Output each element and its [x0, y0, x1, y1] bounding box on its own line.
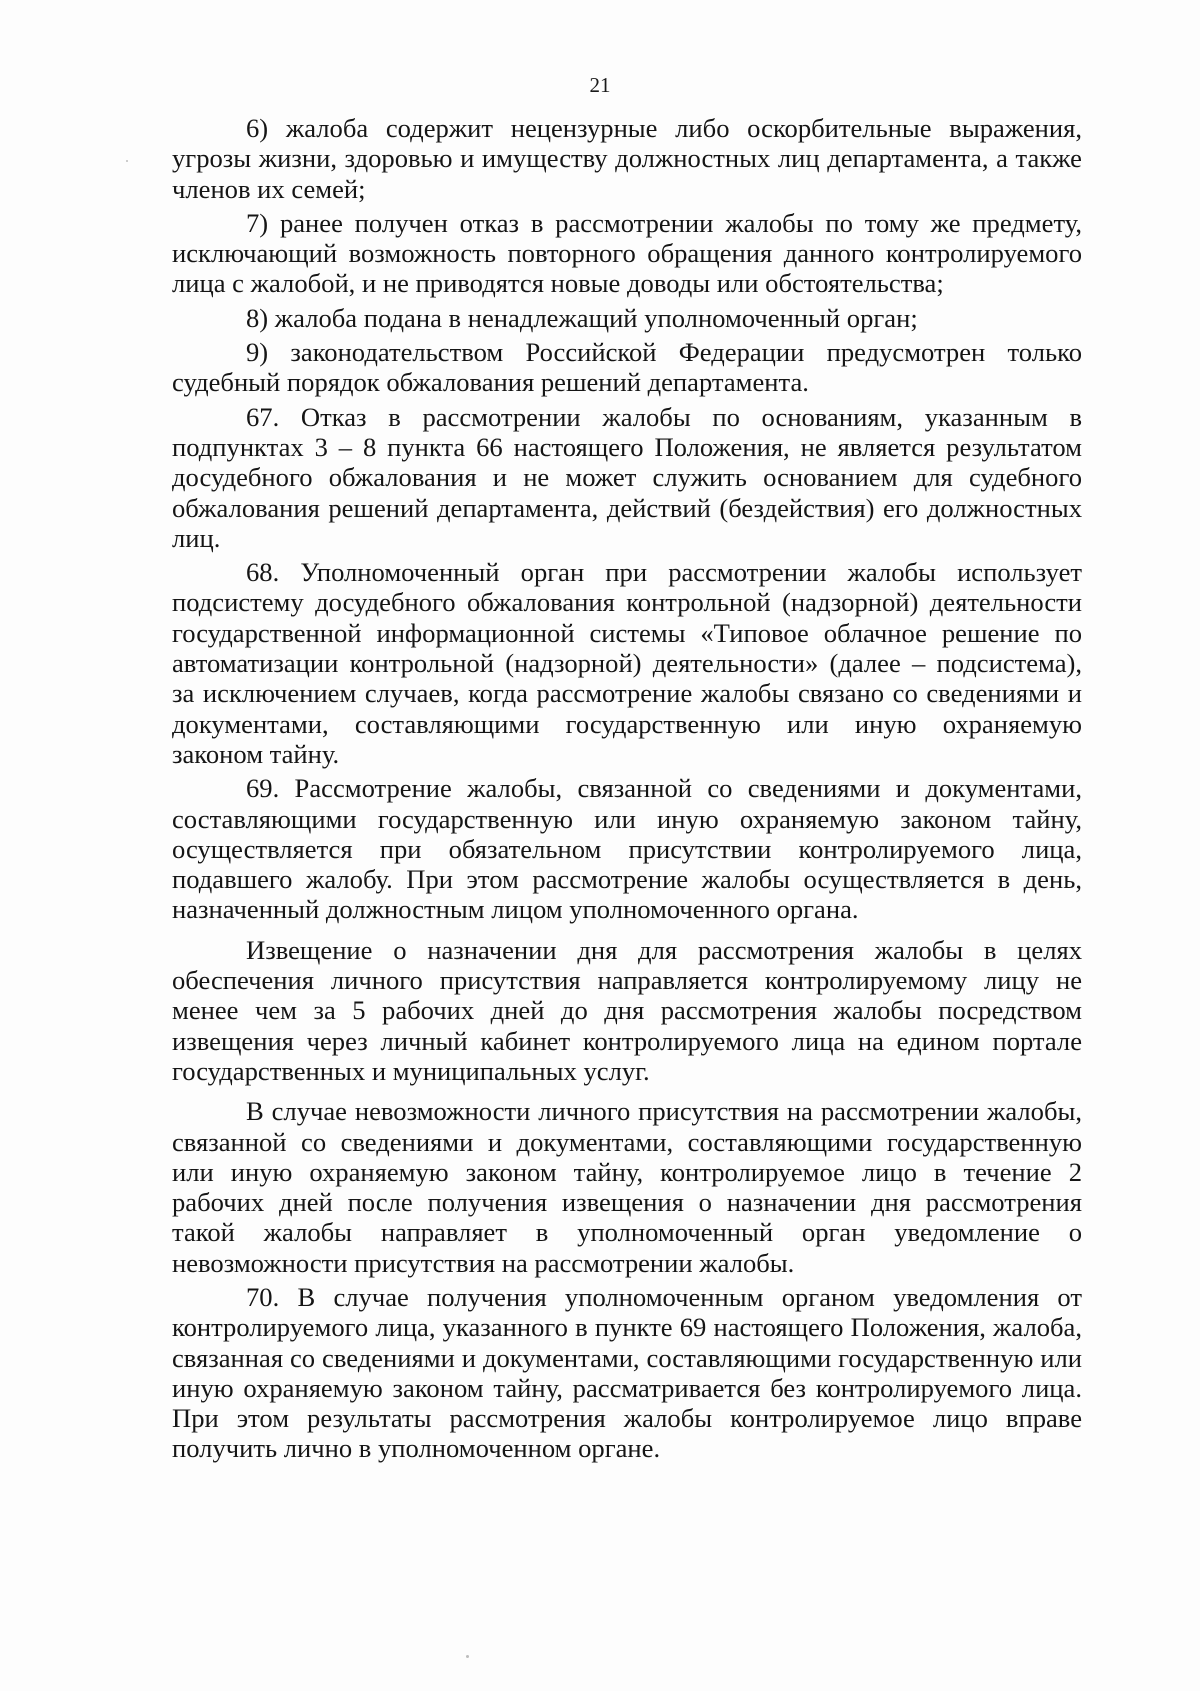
paragraph-67: 67. Отказ в рассмотрении жалобы по основаниям, указанным в подпунктах 3 – 8 пункта 66 настоящего Положения, не является результатом досудебного обжалования и не может служить основанием для судебного обжалования решений департамента, действий (бездействия) его должностных лиц. — [172, 401, 1082, 553]
page-number: 21 — [589, 73, 611, 97]
paragraph-item-9: 9) законодательством Российской Федерации предусмотрен только судебный порядок обжалования решений департамента. — [172, 337, 1082, 398]
document-body — [172, 113, 1082, 1468]
paragraph-item-7: 7) ранее получен отказ в рассмотрении жалобы по тому же предмету, исключающий возможность повторного обращения данного контролируемого лица с жалобой, и не приводятся новые доводы или обстоятельства; — [172, 207, 1082, 299]
paragraph-69: 69. Рассмотрение жалобы, связанной со сведениями и документами, составляющими государственную или иную охраняемую законом тайну, осуществляется при обязательном присутствии контролируемого лица, подавшего жалобу. При этом рассмотрение жалобы осуществляется в день, назначенный должностным лицом уполномоченного органа. — [172, 773, 1082, 925]
scan-speck — [466, 1655, 469, 1658]
paragraph-item-6: 6) жалоба содержит нецензурные либо оскорбительные выражения, угрозы жизни, здоровью и имуществу должностных лиц департамента, а также членов их семей; — [172, 113, 1082, 204]
paragraph-70: 70. В случае получения уполномоченным органом уведомления от контролируемого лица, указанного в пункте 69 настоящего Положения, жалоба, связанная со сведениями и документами, составляющими государственную или иную охраняемую законом тайну, рассматривается без контролируемого лица. При этом результаты рассмотрения жалобы контролируемое лицо вправе получить лично в уполномоченном органе. — [172, 1281, 1082, 1464]
paragraph-notice: Извещение о назначении дня для рассмотрения жалобы в целях обеспечения личного присутствия направляется контролируемому лицу не менее чем за 5 рабочих дней до дня рассмотрения жалобы посредством извещения через личный кабинет контролируемого лица на едином портале государственных и муниципальных услуг. — [172, 934, 1082, 1086]
paragraph-item-8: 8) жалоба подана в ненадлежащий уполномоченный орган; — [246, 302, 918, 333]
paragraph-68: 68. Уполномоченный орган при рассмотрении жалобы использует подсистему досудебного обжалования контрольной (надзорной) деятельности государственной информационной системы «Типовое облачное решение по автоматизации контрольной (надзорной) деятельности» (далее – подсистема), за исключением случаев, когда рассмотрение жалобы связано со сведениями и документами, составляющими государственную или иную охраняемую законом тайну. — [172, 557, 1082, 769]
scan-speck — [126, 160, 128, 162]
paragraph-absence: В случае невозможности личного присутствия на рассмотрении жалобы, связанной со сведениями и документами, составляющими государственную или иную охраняемую законом тайну, контролируемое лицо в течение 2 рабочих дней после получения извещения о назначении дня рассмотрения такой жалобы направляет в уполномоченный орган уведомление о невозможности присутствия на рассмотрении жалобы. — [172, 1096, 1082, 1278]
